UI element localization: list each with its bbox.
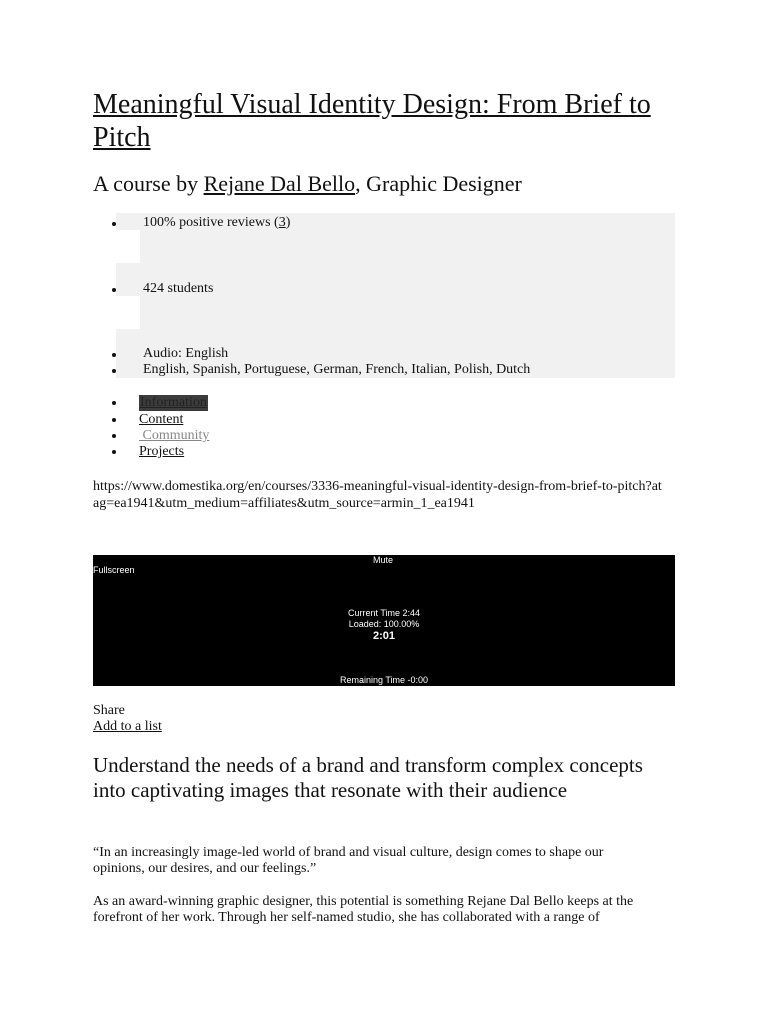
audio-language: Audio: English: [143, 346, 229, 361]
mute-button[interactable]: Mute: [373, 555, 394, 565]
remaining-time: Remaining Time -0:00: [339, 675, 429, 685]
stats-panel-notch: [116, 230, 140, 263]
video-player[interactable]: [93, 555, 675, 686]
add-to-list-link[interactable]: Add to a list: [93, 719, 162, 734]
course-url: https://www.domestika.org/en/courses/3336-meaningful-visual-identity-design-from-brief-to-pitch?atag=ea1941&utm_medium=affiliates&utm_source=armin_1_ea1941: [93, 479, 662, 511]
byline-prefix: A course by: [93, 171, 204, 196]
quote-paragraph: “In an increasingly image-led world of brand and visual culture, design comes to shape our opinions, our desires, and our feelings.”: [93, 845, 604, 876]
subtitle-languages: English, Spanish, Portuguese, German, French, Italian, Polish, Dutch: [143, 362, 531, 377]
course-byline: [93, 170, 522, 198]
author-link[interactable]: Rejane Dal Bello: [203, 171, 356, 196]
tab-content-link[interactable]: Content: [139, 412, 184, 427]
bullet-icon: [112, 418, 116, 422]
bullet-icon: [112, 434, 116, 438]
section-heading: Understand the needs of a brand and transform complex concepts into captivating images that resonate with their audience: [93, 753, 643, 802]
tab-projects-link[interactable]: Projects: [139, 444, 185, 459]
description-paragraph: As an award-winning graphic designer, this potential is something Rejane Dal Bello keeps at the forefront of her work. Through her self-named studio, she has collaborated with a range of: [93, 894, 634, 925]
tab-community-link[interactable]: Community: [139, 428, 210, 443]
bullet-icon: [112, 401, 116, 405]
bullet-icon: [112, 353, 116, 357]
bullet-icon: [112, 222, 116, 226]
tab-information-link[interactable]: Information: [140, 395, 207, 410]
bullet-icon: [112, 450, 116, 454]
students-count: 424 students: [143, 281, 214, 296]
reviews-label: 100% positive reviews (: [143, 215, 279, 230]
bullet-icon: [112, 369, 116, 373]
video-status: [93, 608, 675, 630]
stats-panel-notch: [116, 296, 140, 329]
bullet-icon: [112, 288, 116, 292]
loaded-progress: Loaded: 100.00%: [348, 619, 420, 629]
current-time: Current Time 2:44: [347, 608, 421, 618]
reviews-count-link[interactable]: 3: [278, 215, 286, 230]
share-button[interactable]: Share: [93, 703, 125, 718]
byline-suffix: , Graphic Designer: [355, 171, 522, 196]
video-duration: 2:01: [372, 630, 396, 642]
reviews-suffix: ): [285, 215, 291, 230]
page-title[interactable]: Meaningful Visual Identity Design: From Brief to Pitch: [93, 89, 651, 153]
fullscreen-button[interactable]: Fullscreen: [93, 565, 135, 575]
